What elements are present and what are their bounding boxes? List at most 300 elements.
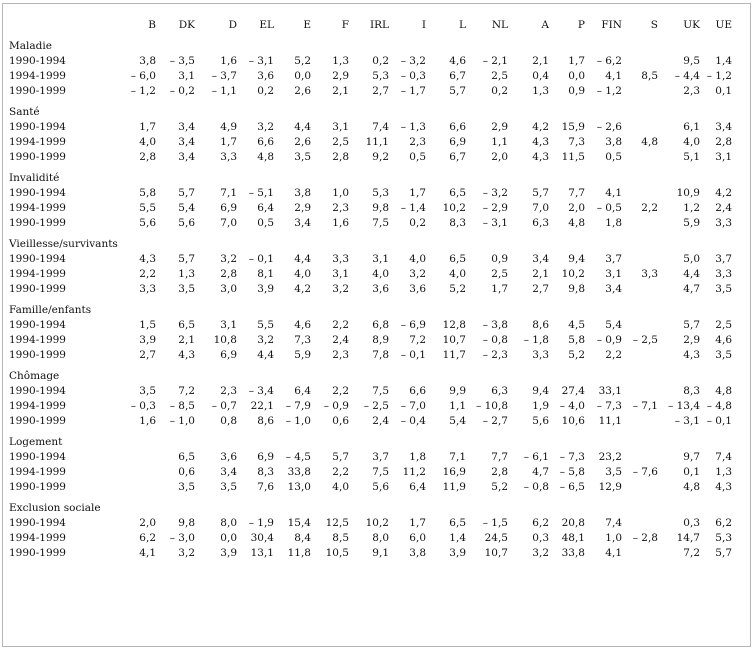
value-cell: 16,9 (442, 466, 466, 478)
value-cell: 4,8 (257, 151, 274, 163)
value-cell: 2,1 (332, 85, 349, 97)
value-cell: – 1,8 (523, 334, 549, 346)
value-cell: – 1,4 (400, 202, 426, 214)
value-cell: 4,8 (683, 481, 700, 493)
value-cell: – 3,5 (169, 55, 195, 67)
value-cell: 7,3 (568, 136, 585, 148)
value-cell: 1,1 (491, 136, 508, 148)
table-row (9, 150, 732, 165)
value-cell: 4,7 (683, 283, 700, 295)
value-cell: 2,8 (715, 136, 732, 148)
value-cell: 3,5 (605, 466, 622, 478)
value-cell: 12,9 (598, 481, 622, 493)
value-cell: 11,1 (365, 136, 389, 148)
value-cell (622, 414, 658, 429)
value-cell: 4,0 (449, 268, 466, 280)
value-cell: 0,4 (532, 70, 549, 82)
value-cell: 3,4 (715, 121, 732, 133)
value-cell: – 2,9 (482, 202, 508, 214)
value-cell: 10,8 (213, 334, 237, 346)
value-cell: 3,4 (178, 136, 195, 148)
value-cell: 6,4 (409, 481, 426, 493)
value-cell: 5,9 (683, 217, 700, 229)
value-cell: 3,5 (139, 385, 156, 397)
value-cell: – 2,1 (482, 55, 508, 67)
value-cell: – 1,0 (169, 415, 195, 427)
value-cell: – 6,2 (596, 55, 622, 67)
section-title: Exclusion sociale (9, 502, 101, 514)
value-cell: 3,8 (139, 55, 156, 67)
column-header: NL (491, 19, 508, 31)
value-cell (622, 120, 658, 135)
value-cell: 2,4 (372, 415, 389, 427)
value-cell: 2,0 (139, 517, 156, 529)
value-cell: 2,3 (220, 385, 237, 397)
value-cell: 6,4 (257, 202, 274, 214)
value-cell: 0,6 (178, 466, 195, 478)
value-cell: 0,0 (568, 70, 585, 82)
value-cell: 1,8 (409, 451, 426, 463)
value-cell: 3,3 (139, 283, 156, 295)
value-cell: 2,7 (372, 85, 389, 97)
value-cell: – 7,6 (632, 466, 658, 478)
period-label: 1994-1999 (9, 334, 66, 346)
table-row (9, 120, 732, 135)
value-cell: 1,2 (683, 202, 700, 214)
value-cell: 6,6 (449, 121, 466, 133)
value-cell: 3,2 (257, 334, 274, 346)
value-cell: 1,9 (532, 400, 549, 412)
value-cell: 6,9 (449, 136, 466, 148)
value-cell: – 0,3 (130, 400, 156, 412)
value-cell: – 0,1 (248, 253, 274, 265)
section-title-row (9, 171, 732, 186)
value-cell: 48,1 (561, 532, 585, 544)
table-row (9, 135, 732, 150)
table-body (9, 33, 732, 561)
value-cell: 2,0 (568, 202, 585, 214)
value-cell: 4,8 (641, 136, 658, 148)
value-cell: 9,1 (372, 547, 389, 559)
value-cell: 3,2 (409, 268, 426, 280)
value-cell: 4,2 (532, 121, 549, 133)
value-cell: – 4,5 (285, 451, 311, 463)
value-cell (622, 150, 658, 165)
value-cell: – 2,3 (482, 349, 508, 361)
value-cell: 0,1 (715, 85, 732, 97)
value-cell: 7,2 (178, 385, 195, 397)
value-cell: 6,4 (294, 385, 311, 397)
period-label: 1990-1999 (9, 547, 66, 559)
value-cell: 2,9 (294, 202, 311, 214)
value-cell: 5,0 (683, 253, 700, 265)
value-cell: 3,5 (220, 481, 237, 493)
value-cell: 2,7 (532, 283, 549, 295)
value-cell: 30,4 (250, 532, 274, 544)
value-cell: 6,6 (409, 385, 426, 397)
value-cell: 2,3 (332, 349, 349, 361)
value-cell: 5,7 (332, 451, 349, 463)
value-cell: 9,8 (372, 202, 389, 214)
value-cell: 4,5 (568, 319, 585, 331)
value-cell: 1,3 (532, 85, 549, 97)
value-cell: 22,1 (250, 400, 274, 412)
value-cell: 5,7 (683, 319, 700, 331)
column-header: B (148, 19, 156, 31)
table-row (9, 531, 732, 546)
value-cell: 6,1 (683, 121, 700, 133)
value-cell: 10,7 (442, 334, 466, 346)
value-cell: 9,4 (532, 385, 549, 397)
value-cell: 0,2 (372, 55, 389, 67)
value-cell: 4,0 (683, 136, 700, 148)
value-cell: 6,7 (449, 70, 466, 82)
value-cell: 2,1 (532, 268, 549, 280)
value-cell: 2,0 (491, 151, 508, 163)
value-cell: 5,8 (139, 187, 156, 199)
value-cell: 8,5 (641, 70, 658, 82)
value-cell: 4,0 (139, 136, 156, 148)
value-cell (109, 480, 156, 495)
value-cell: 5,4 (449, 415, 466, 427)
value-cell: 3,8 (409, 547, 426, 559)
value-cell: 6,2 (139, 532, 156, 544)
value-cell (622, 216, 658, 231)
value-cell: 0,0 (220, 532, 237, 544)
value-cell: – 0,5 (596, 202, 622, 214)
value-cell: 2,2 (139, 268, 156, 280)
value-cell: 4,7 (532, 466, 549, 478)
value-cell: 7,4 (605, 517, 622, 529)
section-title-row (9, 369, 732, 384)
value-cell: 3,3 (641, 268, 658, 280)
value-cell: 3,8 (294, 187, 311, 199)
value-cell: 3,6 (257, 70, 274, 82)
value-cell: 2,9 (683, 334, 700, 346)
value-cell: – 2,8 (632, 532, 658, 544)
value-cell: 3,1 (605, 268, 622, 280)
table-row (9, 414, 732, 429)
value-cell: – 0,9 (596, 334, 622, 346)
value-cell: 13,1 (250, 547, 274, 559)
value-cell: 3,7 (715, 253, 732, 265)
column-header: DK (178, 19, 195, 31)
value-cell: 3,2 (220, 253, 237, 265)
value-cell: 3,9 (257, 283, 274, 295)
value-cell: 3,1 (178, 70, 195, 82)
value-cell: 0,0 (294, 70, 311, 82)
value-cell: 5,2 (568, 349, 585, 361)
value-cell: – 1,9 (248, 517, 274, 529)
value-cell: – 13,4 (668, 400, 700, 412)
value-cell: 7,2 (683, 547, 700, 559)
value-cell: 3,3 (532, 349, 549, 361)
value-cell: 4,2 (294, 283, 311, 295)
value-cell: 8,6 (532, 319, 549, 331)
value-cell: 10,2 (442, 202, 466, 214)
value-cell: 2,2 (641, 202, 658, 214)
value-cell: 3,1 (220, 319, 237, 331)
value-cell: 6,5 (178, 319, 195, 331)
period-label: 1990-1994 (9, 319, 66, 331)
value-cell: – 3,1 (248, 55, 274, 67)
value-cell: 10,5 (325, 547, 349, 559)
table-row (9, 54, 732, 69)
column-header: L (459, 19, 466, 31)
value-cell: 3,5 (715, 349, 732, 361)
value-cell: – 6,0 (130, 70, 156, 82)
value-cell: 8,0 (220, 517, 237, 529)
value-cell (622, 450, 658, 465)
section-title: Vieillesse/survivants (9, 238, 118, 250)
value-cell: 7,1 (220, 187, 237, 199)
value-cell: 0,5 (257, 217, 274, 229)
value-cell: – 1,2 (596, 85, 622, 97)
period-label: 1994-1999 (9, 70, 66, 82)
value-cell: – 0,2 (169, 85, 195, 97)
value-cell: 12,8 (442, 319, 466, 331)
value-cell: 3,8 (605, 136, 622, 148)
value-cell: 6,2 (532, 517, 549, 529)
value-cell: – 2,5 (363, 400, 389, 412)
table-row (9, 318, 732, 333)
value-cell: 8,1 (257, 268, 274, 280)
value-cell: 9,2 (372, 151, 389, 163)
value-cell: 14,7 (676, 532, 700, 544)
value-cell: 20,8 (561, 517, 585, 529)
value-cell: 3,6 (220, 451, 237, 463)
value-cell: 1,8 (605, 217, 622, 229)
statistics-table (9, 18, 732, 561)
value-cell: – 7,3 (596, 400, 622, 412)
value-cell: 1,6 (332, 217, 349, 229)
value-cell: – 2,6 (596, 121, 622, 133)
column-header: I (421, 19, 426, 31)
value-cell: 2,8 (220, 268, 237, 280)
value-cell: – 0,7 (211, 400, 237, 412)
value-cell: 3,4 (532, 253, 549, 265)
table-row (9, 348, 732, 363)
value-cell: – 3,1 (674, 415, 700, 427)
value-cell: 5,6 (178, 217, 195, 229)
value-cell: 4,4 (683, 268, 700, 280)
value-cell: 3,2 (332, 283, 349, 295)
value-cell: – 1,1 (211, 85, 237, 97)
value-cell (622, 546, 658, 561)
table-row (9, 465, 732, 480)
value-cell: 23,2 (598, 451, 622, 463)
value-cell: – 6,9 (400, 319, 426, 331)
value-cell: 3,5 (178, 481, 195, 493)
value-cell: – 4,8 (706, 400, 732, 412)
column-header: P (577, 19, 585, 31)
value-cell: 2,3 (683, 85, 700, 97)
value-cell: 2,9 (332, 70, 349, 82)
value-cell: 0,2 (491, 85, 508, 97)
value-cell: – 3,7 (211, 70, 237, 82)
value-cell: 15,4 (287, 517, 311, 529)
value-cell: 0,5 (605, 151, 622, 163)
value-cell: 3,4 (605, 283, 622, 295)
value-cell: 8,3 (449, 217, 466, 229)
period-label: 1994-1999 (9, 400, 66, 412)
value-cell: 5,6 (532, 415, 549, 427)
value-cell: 12,5 (325, 517, 349, 529)
table-frame (2, 3, 751, 647)
value-cell: 5,5 (257, 319, 274, 331)
value-cell: – 6,5 (559, 481, 585, 493)
section-title: Invalidité (9, 172, 60, 184)
table-row (9, 480, 732, 495)
period-label: 1990-1999 (9, 283, 66, 295)
value-cell: 33,8 (287, 466, 311, 478)
value-cell: 11,1 (598, 415, 622, 427)
value-cell: 3,3 (220, 151, 237, 163)
value-cell: – 3,0 (169, 532, 195, 544)
value-cell: 3,7 (605, 253, 622, 265)
value-cell: 3,4 (178, 121, 195, 133)
value-cell: 3,5 (294, 151, 311, 163)
value-cell: – 2,7 (482, 415, 508, 427)
value-cell: 5,3 (372, 70, 389, 82)
value-cell: 8,0 (372, 532, 389, 544)
value-cell: 2,1 (178, 334, 195, 346)
column-header: D (228, 19, 237, 31)
value-cell: 6,5 (449, 187, 466, 199)
value-cell: – 7,1 (632, 400, 658, 412)
value-cell: 5,6 (139, 217, 156, 229)
value-cell: 27,4 (561, 385, 585, 397)
value-cell: 6,3 (491, 385, 508, 397)
value-cell: 5,2 (491, 481, 508, 493)
value-cell: 0,5 (409, 151, 426, 163)
value-cell: 7,6 (257, 481, 274, 493)
value-cell: 0,8 (220, 415, 237, 427)
value-cell: 4,6 (294, 319, 311, 331)
table-row (9, 216, 732, 231)
column-header: A (541, 19, 549, 31)
value-cell: 15,9 (561, 121, 585, 133)
value-cell: 4,1 (605, 70, 622, 82)
value-cell: 1,7 (139, 121, 156, 133)
period-label: 1990-1994 (9, 253, 66, 265)
value-cell: – 7,0 (400, 400, 426, 412)
value-cell: 4,0 (409, 253, 426, 265)
section-title-row (9, 105, 732, 120)
value-cell: 3,6 (372, 283, 389, 295)
value-cell: 10,9 (676, 187, 700, 199)
value-cell: 4,8 (568, 217, 585, 229)
value-cell: 2,8 (491, 466, 508, 478)
value-cell: 2,5 (332, 136, 349, 148)
value-cell: 2,2 (605, 349, 622, 361)
value-cell: 5,3 (372, 187, 389, 199)
section-title-row (9, 303, 732, 318)
column-header: F (341, 19, 349, 31)
value-cell: 4,3 (178, 349, 195, 361)
value-cell: 2,6 (294, 85, 311, 97)
value-cell: 5,6 (372, 481, 389, 493)
value-cell (622, 54, 658, 69)
value-cell: 2,9 (491, 121, 508, 133)
value-cell: – 0,4 (400, 415, 426, 427)
value-cell: 2,3 (332, 202, 349, 214)
value-cell: 4,3 (683, 349, 700, 361)
value-cell (622, 84, 658, 99)
value-cell: – 2,5 (632, 334, 658, 346)
value-cell: 5,4 (605, 319, 622, 331)
value-cell: 4,6 (449, 55, 466, 67)
table-row (9, 69, 732, 84)
value-cell: 4,1 (139, 547, 156, 559)
value-cell (622, 252, 658, 267)
section-title: Chômage (9, 370, 60, 382)
period-label: 1990-1994 (9, 55, 66, 67)
value-cell: 5,1 (683, 151, 700, 163)
column-header: S (650, 19, 658, 31)
value-cell: 3,2 (178, 547, 195, 559)
value-cell: 11,8 (287, 547, 311, 559)
value-cell: 3,3 (332, 253, 349, 265)
value-cell (622, 348, 658, 363)
value-cell: 2,7 (139, 349, 156, 361)
value-cell: – 0,9 (323, 400, 349, 412)
value-cell: – 7,3 (559, 451, 585, 463)
value-cell: 4,3 (532, 136, 549, 148)
value-cell: 1,7 (220, 136, 237, 148)
header-row (9, 18, 732, 33)
value-cell: 10,2 (365, 517, 389, 529)
period-label: 1990-1994 (9, 451, 66, 463)
value-cell: 3,9 (449, 547, 466, 559)
section-title: Santé (9, 106, 40, 118)
section-title-row (9, 39, 732, 54)
value-cell: 3,3 (715, 268, 732, 280)
value-cell: 4,4 (294, 253, 311, 265)
value-cell: 4,3 (532, 151, 549, 163)
value-cell: 5,3 (715, 532, 732, 544)
value-cell: 3,4 (220, 466, 237, 478)
value-cell: 8,6 (257, 415, 274, 427)
table-row (9, 450, 732, 465)
value-cell: 10,2 (561, 268, 585, 280)
value-cell (622, 516, 658, 531)
value-cell: – 0,8 (482, 334, 508, 346)
value-cell: – 0,8 (523, 481, 549, 493)
value-cell: – 0,3 (400, 70, 426, 82)
value-cell: 2,8 (332, 151, 349, 163)
period-label: 1990-1999 (9, 349, 66, 361)
value-cell: 4,8 (715, 385, 732, 397)
value-cell: – 3,2 (482, 187, 508, 199)
value-cell: – 1,2 (706, 70, 732, 82)
value-cell: 1,6 (139, 415, 156, 427)
value-cell: 3,1 (332, 121, 349, 133)
value-cell: 3,4 (178, 151, 195, 163)
value-cell: 1,4 (449, 532, 466, 544)
section-title-row (9, 237, 732, 252)
value-cell: 4,0 (294, 268, 311, 280)
value-cell: 3,4 (294, 217, 311, 229)
value-cell: 7,5 (372, 217, 389, 229)
value-cell: 4,1 (605, 547, 622, 559)
column-header: FIN (601, 19, 622, 31)
value-cell: 0,9 (568, 85, 585, 97)
value-cell: 3,7 (372, 451, 389, 463)
value-cell: 5,5 (139, 202, 156, 214)
section-title: Maladie (9, 40, 52, 52)
value-cell: 11,7 (442, 349, 466, 361)
